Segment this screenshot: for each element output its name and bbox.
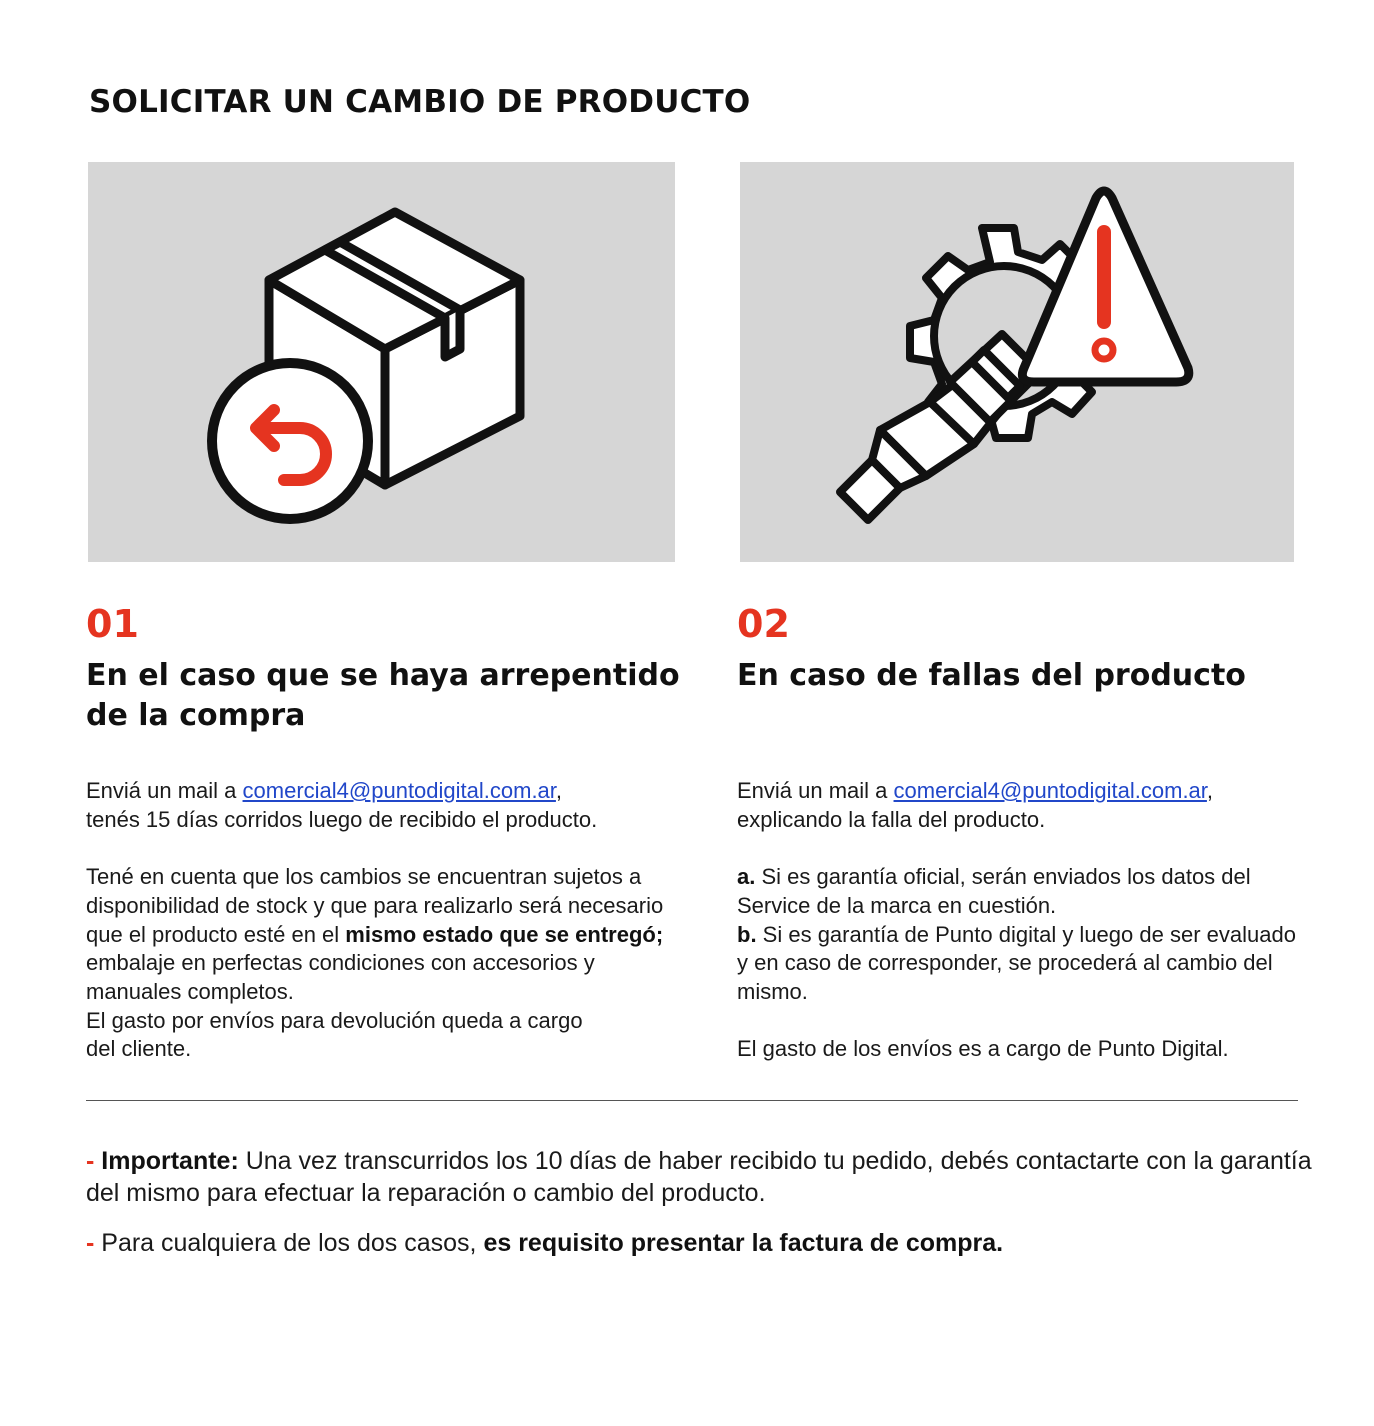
case-2-body <box>737 777 1317 1064</box>
case-1-conditions-last1: El gasto por envíos para devolución queda a cargo <box>86 1007 583 1033</box>
case-1-heading-line1: En el caso que se haya arrepentido <box>86 658 680 693</box>
note-1-text: Una vez transcurridos los 10 días de haber recibido tu pedido, debés contactarte con la garantía del mismo para efectuar la reparación o cambio del producto. <box>86 1147 1312 1207</box>
case-1-conditions-last2: del cliente. <box>86 1036 192 1062</box>
case-1-paragraph-mail <box>86 777 696 834</box>
case-2-item-b-text: Si es garantía de Punto digital y luego de ser evaluado y en caso de corresponder, se procederá al cambio del mismo. <box>737 921 1296 1004</box>
note-1-label: Importante: <box>101 1147 239 1175</box>
image-panel-return <box>88 162 675 562</box>
note-invoice <box>86 1227 1316 1259</box>
image-panel-fault <box>740 162 1294 562</box>
case-2-item-a-text: Si es garantía oficial, serán enviados los datos del Service de la marca en cuestión. <box>737 864 1251 918</box>
case-2-paragraph-options <box>737 863 1307 1007</box>
note-1-dash: - <box>86 1147 95 1175</box>
page-title: SOLICITAR UN CAMBIO DE PRODUCTO <box>89 84 751 120</box>
case-1-email-link[interactable]: comercial4@puntodigital.com.ar <box>242 778 556 803</box>
case-2-mail-comma: , <box>1206 778 1214 803</box>
case-2-email-link[interactable]: comercial4@puntodigital.com.ar <box>893 778 1207 803</box>
note-2-bold: es requisito presentar la factura de compra. <box>483 1229 1004 1257</box>
case-1-heading <box>86 656 696 736</box>
case-1-number: 01 <box>86 602 139 646</box>
case-1-mail-comma: , <box>555 778 563 803</box>
case-1-mail-line2: tenés 15 días corridos luego de recibido el producto. <box>86 806 598 832</box>
case-2-item-a-label: a. <box>737 864 756 890</box>
case-1-paragraph-conditions <box>86 863 686 1064</box>
box-return-icon <box>88 162 675 562</box>
case-2-paragraph-shipping: El gasto de los envíos es a cargo de Punto Digital. <box>737 1036 1229 1062</box>
case-2-number: 02 <box>737 602 790 646</box>
case-1-section <box>86 600 696 1064</box>
notes-section <box>86 1145 1316 1259</box>
broken-gear-warning-icon <box>740 162 1294 562</box>
case-1-mail-prefix: Enviá un mail a <box>86 778 243 803</box>
note-important <box>86 1145 1316 1209</box>
case-1-conditions-text: Tené en cuenta que los cambios se encuentran sujetos a disponibilidad de stock y que para realizarlo será necesario que el producto esté en el <box>86 864 664 947</box>
note-2-text: Para cualquiera de los dos casos, <box>94 1229 484 1257</box>
case-1-conditions-post: embalaje en perfectas condiciones con accesorios y manuales completos. <box>86 950 595 1004</box>
section-divider <box>86 1100 1298 1101</box>
case-2-section <box>737 600 1317 1064</box>
case-1-heading-line2: de la compra <box>86 698 306 733</box>
case-2-mail-prefix: Enviá un mail a <box>737 778 894 803</box>
case-1-body <box>86 777 696 1064</box>
case-2-item-b-label: b. <box>737 921 757 947</box>
case-1-conditions-bold: mismo estado que se entregó; <box>345 921 664 947</box>
case-2-mail-line2: explicando la falla del producto. <box>737 806 1046 832</box>
note-2-dash: - <box>86 1229 95 1257</box>
case-2-paragraph-mail <box>737 777 1317 834</box>
case-2-heading: En caso de fallas del producto <box>737 658 1246 693</box>
